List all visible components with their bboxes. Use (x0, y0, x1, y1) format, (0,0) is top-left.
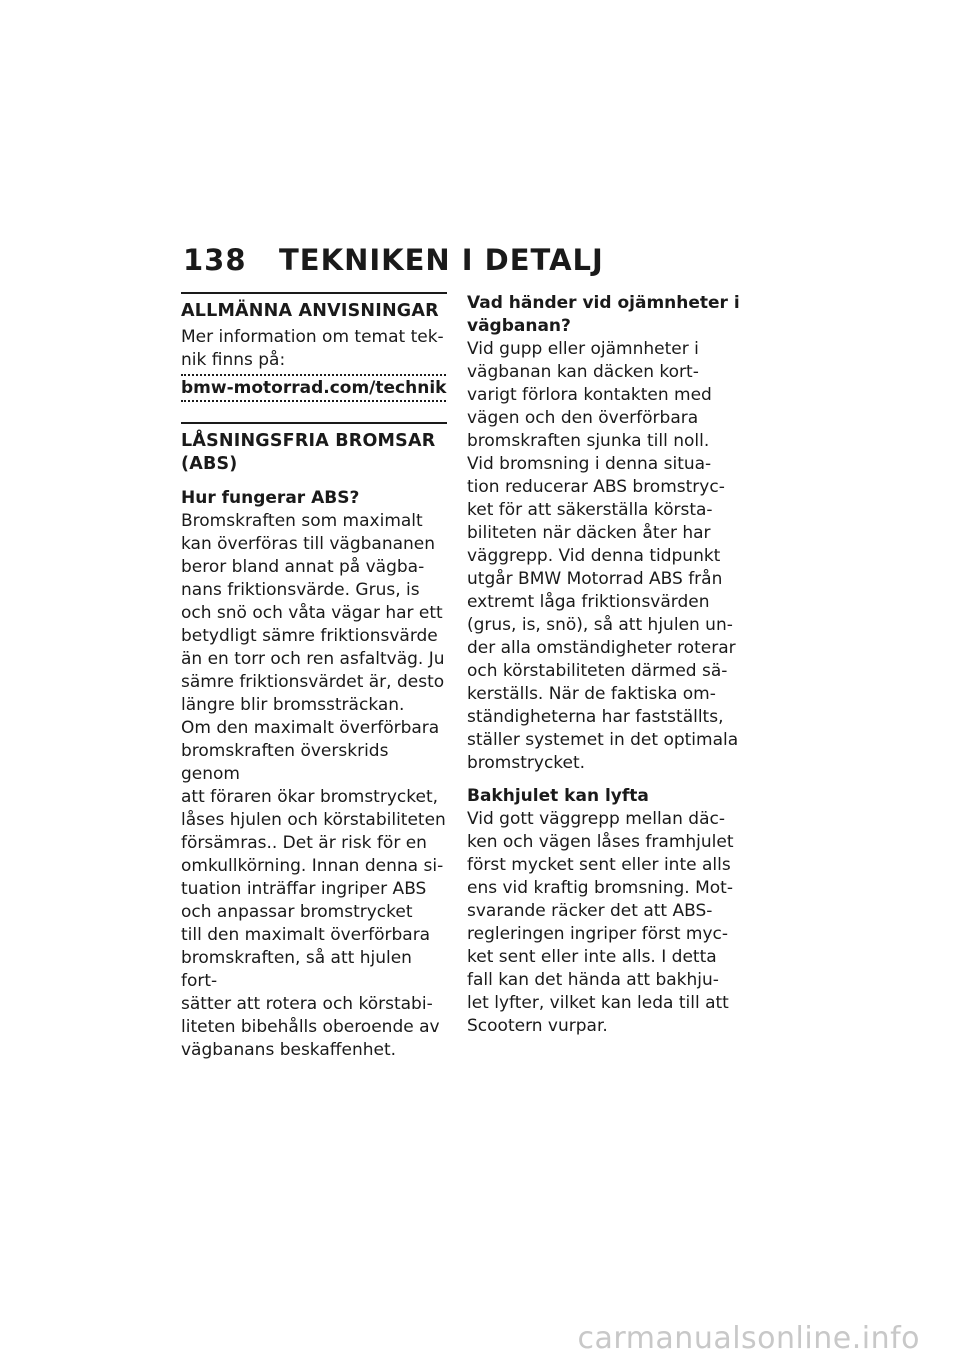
abs-paragraph-2: Om den maximalt överförbara bromskraften överskrids genom att föraren ökar bromstrycket, låses hjulen och körstabiliteten försämras.. Det är risk för en omkullkörning. Innan denna si- tuation inträffar ingriper ABS och anpassar bromstrycket till den maximalt överförbara bromskraften, så att hjulen fort- sätter att rotera och körstabi- liteten bibehålls oberoende av vägbanans beskaffenhet. (181, 718, 446, 1060)
watermark: carmanualsonline.info (577, 1321, 920, 1356)
section-divider (181, 292, 447, 294)
road-unevenness-text: Vid gupp eller ojämnheter i vägbanan kan däcken kort- varigt förlora kontakten med vägen och den överförbara bromskraften sjunka till noll. Vid bromsning i denna situa- tion reducerar ABS bromstryc- ket för att säkerställa körsta- biliteten när däcken åter har väggrepp. Vid denna tidpunkt utgår BMW Motorrad ABS från extremt låga friktionsvärden (grus, is, snö), så att hjulen un- der alla omständigheter roterar och körstabiliteten därmed sä- kerställs. När de faktiska om- ständigheterna har fastställts, ställer systemet in det optimala bromstrycket. (467, 339, 739, 773)
sub-heading-road-unevenness: Vad händer vid ojämnheter i vägbanan? (467, 293, 740, 336)
sub-heading-how-abs-works: Hur fungerar ABS? (181, 488, 360, 508)
section-heading-abs: LÅSNINGSFRIA BROMSAR (ABS) (181, 431, 436, 474)
left-column (181, 292, 449, 1062)
chapter-title: TEKNIKEN I DETALJ (279, 243, 604, 277)
sub-heading-rear-wheel-lift: Bakhjulet kan lyfta (467, 786, 649, 806)
page-number: 138 (183, 243, 247, 277)
rear-wheel-lift-text: Vid gott väggrepp mellan däc- ken och vägen låses framhjulet först mycket sent eller inte alls ens vid kraftig bromsning. Mot- svarande räcker det att ABS- regleringen ingriper först myc- ket sent eller inte alls. I detta fall kan det hända att bakhju- let lyfter, vilket kan leda till att Scootern vurpar. (467, 809, 734, 1036)
section-divider (181, 422, 447, 424)
right-column (467, 292, 743, 1038)
page-header (183, 240, 783, 280)
technik-link[interactable]: bmw-motorrad.com/technik (181, 374, 446, 402)
abs-paragraph-1: Bromskraften som maximalt kan överföras till vägbananen beror bland annat på vägba- nans friktionsvärde. Grus, is och snö och våta vägar har ett betydligt sämre friktionsvärde än en torr och ren asfaltväg. Ju sämre friktionsvärdet är, desto längre blir bromssträckan. (181, 511, 445, 715)
general-info-text: Mer information om temat tek- nik finns på: (181, 327, 444, 370)
section-heading-general: ALLMÄNNA ANVISNINGAR (181, 301, 439, 321)
